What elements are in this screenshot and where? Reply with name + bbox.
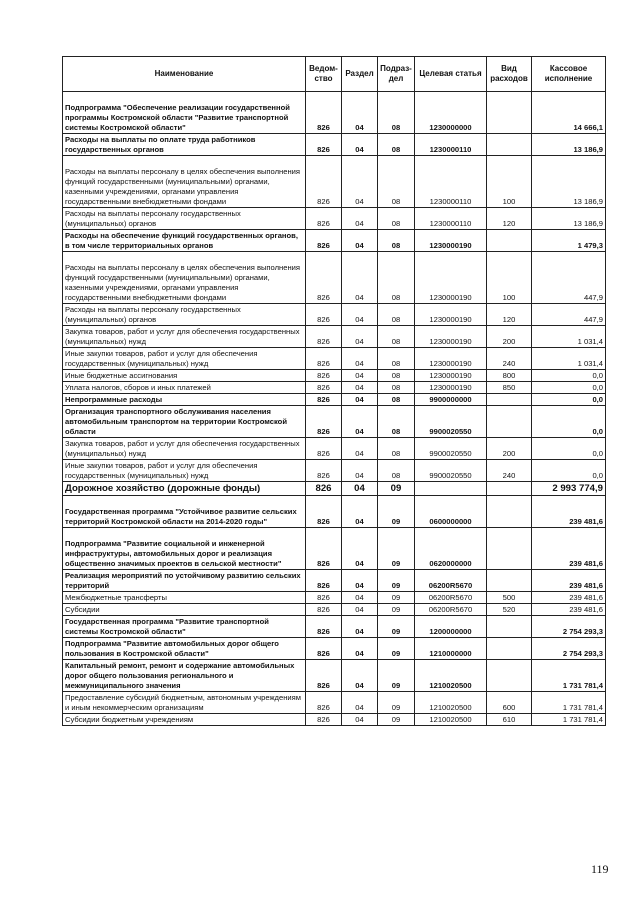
row-name: Дорожное хозяйство (дорожные фонды) [63,482,306,496]
row-expense-type [487,394,532,406]
row-subsection: 08 [378,304,415,326]
table-row [63,230,606,252]
row-name: Подпрограмма "Развитие социальной и инженерной инфраструктуры, автомобильных дорог и реализация общественно значимых проектов в сельской местности" [63,528,306,570]
row-department: 826 [306,156,342,208]
row-name: Межбюджетные трансферты [63,592,306,604]
row-expense-type: 120 [487,304,532,326]
row-expense-type [487,406,532,438]
row-expense-type [487,660,532,692]
row-name: Иные закупки товаров, работ и услуг для обеспечения государственных (муниципальных) нужд [63,460,306,482]
row-target-item: 1230000110 [415,208,487,230]
table-row [63,616,606,638]
row-department: 826 [306,382,342,394]
row-department: 826 [306,714,342,726]
row-name: Расходы на выплаты персоналу государственных (муниципальных) органов [63,304,306,326]
row-target-item: 1230000190 [415,304,487,326]
row-section: 04 [342,692,378,714]
table-row [63,570,606,592]
row-section: 04 [342,496,378,528]
row-name: Предоставление субсидий бюджетным, автономным учреждениям и иным некоммерческим организациям [63,692,306,714]
row-cash-execution: 0,0 [532,406,606,438]
row-target-item: 1230000190 [415,348,487,370]
table-row [63,92,606,134]
row-cash-execution: 447,9 [532,304,606,326]
table-row [63,156,606,208]
table-row [63,714,606,726]
row-name: Иные закупки товаров, работ и услуг для обеспечения государственных (муниципальных) нужд [63,348,306,370]
row-target-item: 1230000190 [415,230,487,252]
row-cash-execution: 2 754 293,3 [532,638,606,660]
row-expense-type: 500 [487,592,532,604]
row-target-item: 0620000000 [415,528,487,570]
row-cash-execution: 1 479,3 [532,230,606,252]
row-section: 04 [342,92,378,134]
table-row [63,496,606,528]
row-name: Подпрограмма "Развитие автомобильных дорог общего пользования в Костромской области" [63,638,306,660]
row-cash-execution: 1 031,4 [532,348,606,370]
header-name: Наименование [63,57,306,92]
row-section: 04 [342,326,378,348]
row-name: Государственная программа "Развитие транспортной системы Костромской области" [63,616,306,638]
row-target-item: 1210020500 [415,714,487,726]
row-section: 04 [342,616,378,638]
row-name: Государственная программа "Устойчивое развитие сельских территорий Костромской области на 2014-2020 годы" [63,496,306,528]
row-cash-execution: 1 031,4 [532,326,606,348]
row-cash-execution: 239 481,6 [532,592,606,604]
row-target-item: 1200000000 [415,616,487,638]
row-name: Организация транспортного обслуживания населения автомобильным транспортом на территории Костромской области [63,406,306,438]
row-section: 04 [342,208,378,230]
row-subsection: 09 [378,616,415,638]
row-department: 826 [306,134,342,156]
row-cash-execution: 0,0 [532,370,606,382]
table-row [63,604,606,616]
row-expense-type [487,482,532,496]
table-row [63,638,606,660]
row-department: 826 [306,348,342,370]
row-subsection: 08 [378,208,415,230]
row-cash-execution: 239 481,6 [532,496,606,528]
row-subsection: 08 [378,382,415,394]
row-name: Уплата налогов, сборов и иных платежей [63,382,306,394]
row-section: 04 [342,394,378,406]
table-row [63,438,606,460]
row-cash-execution: 1 731 781,4 [532,660,606,692]
row-subsection: 09 [378,714,415,726]
row-target-item: 06200R5670 [415,570,487,592]
table-row [63,348,606,370]
row-section: 04 [342,230,378,252]
row-target-item: 06200R5670 [415,592,487,604]
row-section: 04 [342,714,378,726]
row-expense-type: 610 [487,714,532,726]
row-subsection: 08 [378,156,415,208]
row-section: 04 [342,460,378,482]
row-expense-type [487,528,532,570]
row-name: Расходы на выплаты персоналу государственных (муниципальных) органов [63,208,306,230]
row-subsection: 08 [378,370,415,382]
table-row [63,592,606,604]
row-expense-type [487,616,532,638]
row-department: 826 [306,482,342,496]
table-row [63,460,606,482]
table-row [63,134,606,156]
row-cash-execution: 0,0 [532,438,606,460]
table-row [63,482,606,496]
row-department: 826 [306,570,342,592]
row-cash-execution: 0,0 [532,382,606,394]
table-row [63,304,606,326]
row-name: Расходы на обеспечение функций государственных органов, в том числе территориальных органов [63,230,306,252]
row-name: Расходы на выплаты по оплате труда работников государственных органов [63,134,306,156]
row-subsection: 09 [378,604,415,616]
row-cash-execution: 13 186,9 [532,156,606,208]
row-target-item: 1230000110 [415,134,487,156]
row-expense-type: 850 [487,382,532,394]
row-subsection: 09 [378,528,415,570]
row-subsection: 08 [378,394,415,406]
row-department: 826 [306,592,342,604]
row-name: Подпрограмма "Обеспечение реализации государственной программы Костромской области "Развитие транспортной системы Костромской области" [63,92,306,134]
row-expense-type [487,92,532,134]
row-name: Расходы на выплаты персоналу в целях обеспечения выполнения функций государственными (муниципальными) органами, казенными учреждениями, органами управления государственными внебюджетными фондами [63,156,306,208]
row-department: 826 [306,604,342,616]
row-section: 04 [342,438,378,460]
table-row [63,406,606,438]
row-subsection: 08 [378,406,415,438]
table-row [63,252,606,304]
row-department: 826 [306,496,342,528]
row-subsection: 08 [378,252,415,304]
row-department: 826 [306,304,342,326]
row-subsection: 08 [378,134,415,156]
row-section: 04 [342,406,378,438]
table-body [63,92,606,726]
row-target-item: 1230000190 [415,382,487,394]
row-cash-execution: 0,0 [532,460,606,482]
row-subsection: 09 [378,496,415,528]
header-target-item: Целевая статья [415,57,487,92]
row-expense-type: 120 [487,208,532,230]
row-department: 826 [306,616,342,638]
row-target-item: 0600000000 [415,496,487,528]
row-expense-type: 200 [487,326,532,348]
row-target-item: 1210020500 [415,660,487,692]
row-section: 04 [342,660,378,692]
row-name: Закупка товаров, работ и услуг для обеспечения государственных (муниципальных) нужд [63,326,306,348]
row-section: 04 [342,134,378,156]
row-target-item: 9900020550 [415,460,487,482]
row-department: 826 [306,528,342,570]
row-subsection: 09 [378,482,415,496]
row-department: 826 [306,692,342,714]
row-expense-type: 800 [487,370,532,382]
table-row [63,208,606,230]
row-name: Реализация мероприятий по устойчивому развитию сельских территорий [63,570,306,592]
header-expense-type: Вид расходов [487,57,532,92]
row-section: 04 [342,570,378,592]
row-department: 826 [306,92,342,134]
row-cash-execution: 239 481,6 [532,528,606,570]
table-row [63,370,606,382]
row-name: Непрограммные расходы [63,394,306,406]
row-subsection: 09 [378,638,415,660]
row-target-item: 1230000190 [415,326,487,348]
row-name: Субсидии бюджетным учреждениям [63,714,306,726]
row-name: Расходы на выплаты персоналу в целях обеспечения выполнения функций государственными (муниципальными) органами, казенными учреждениями, органами управления государственными внебюджетными фондами [63,252,306,304]
row-cash-execution: 239 481,6 [532,604,606,616]
row-subsection: 08 [378,92,415,134]
row-subsection: 08 [378,348,415,370]
row-cash-execution: 1 731 781,4 [532,692,606,714]
row-subsection: 08 [378,438,415,460]
row-expense-type [487,638,532,660]
header-subsection: Подраз-дел [378,57,415,92]
row-cash-execution: 13 186,9 [532,208,606,230]
row-section: 04 [342,370,378,382]
row-subsection: 08 [378,460,415,482]
table-row [63,394,606,406]
row-cash-execution: 239 481,6 [532,570,606,592]
row-section: 04 [342,252,378,304]
row-department: 826 [306,406,342,438]
row-cash-execution: 2 754 293,3 [532,616,606,638]
row-target-item: 9900020550 [415,438,487,460]
row-subsection: 09 [378,570,415,592]
row-department: 826 [306,326,342,348]
row-target-item: 1210020500 [415,692,487,714]
row-section: 04 [342,304,378,326]
row-department: 826 [306,638,342,660]
table-row [63,326,606,348]
row-cash-execution: 14 666,1 [532,92,606,134]
row-department: 826 [306,460,342,482]
row-subsection: 09 [378,692,415,714]
budget-table [62,56,606,726]
table-row [63,528,606,570]
row-target-item: 9900020550 [415,406,487,438]
row-target-item: 1210000000 [415,638,487,660]
row-subsection: 09 [378,660,415,692]
row-expense-type: 520 [487,604,532,616]
row-department: 826 [306,252,342,304]
table-header [63,57,606,92]
row-target-item: 1230000190 [415,252,487,304]
row-subsection: 08 [378,326,415,348]
row-expense-type: 240 [487,460,532,482]
table-row [63,382,606,394]
row-section: 04 [342,592,378,604]
row-expense-type [487,230,532,252]
table-row [63,660,606,692]
row-section: 04 [342,528,378,570]
header-row [63,57,606,92]
row-cash-execution: 2 993 774,9 [532,482,606,496]
row-name: Капитальный ремонт, ремонт и содержание автомобильных дорог общего пользования регионального и межмуниципального значения [63,660,306,692]
row-subsection: 08 [378,230,415,252]
row-target-item [415,482,487,496]
row-expense-type [487,134,532,156]
row-expense-type: 100 [487,156,532,208]
header-cash-execution: Кассовое исполнение [532,57,606,92]
row-expense-type [487,496,532,528]
row-expense-type: 200 [487,438,532,460]
row-section: 04 [342,382,378,394]
row-expense-type [487,570,532,592]
row-department: 826 [306,208,342,230]
row-section: 04 [342,482,378,496]
header-department: Ведом-ство [306,57,342,92]
row-cash-execution: 0,0 [532,394,606,406]
row-section: 04 [342,604,378,616]
row-section: 04 [342,348,378,370]
row-target-item: 9900000000 [415,394,487,406]
row-target-item: 1230000110 [415,156,487,208]
header-section: Раздел [342,57,378,92]
row-section: 04 [342,638,378,660]
row-name: Иные бюджетные ассигнования [63,370,306,382]
row-department: 826 [306,438,342,460]
row-section: 04 [342,156,378,208]
row-target-item: 06200R5670 [415,604,487,616]
row-name: Закупка товаров, работ и услуг для обеспечения государственных (муниципальных) нужд [63,438,306,460]
row-target-item: 1230000190 [415,370,487,382]
row-department: 826 [306,394,342,406]
row-cash-execution: 13 186,9 [532,134,606,156]
row-expense-type: 600 [487,692,532,714]
row-department: 826 [306,370,342,382]
row-target-item: 1230000000 [415,92,487,134]
table-row [63,692,606,714]
row-cash-execution: 1 731 781,4 [532,714,606,726]
row-department: 826 [306,660,342,692]
row-expense-type: 100 [487,252,532,304]
page-number: 119 [591,862,609,876]
row-expense-type: 240 [487,348,532,370]
row-cash-execution: 447,9 [532,252,606,304]
row-department: 826 [306,230,342,252]
row-name: Субсидии [63,604,306,616]
row-subsection: 09 [378,592,415,604]
